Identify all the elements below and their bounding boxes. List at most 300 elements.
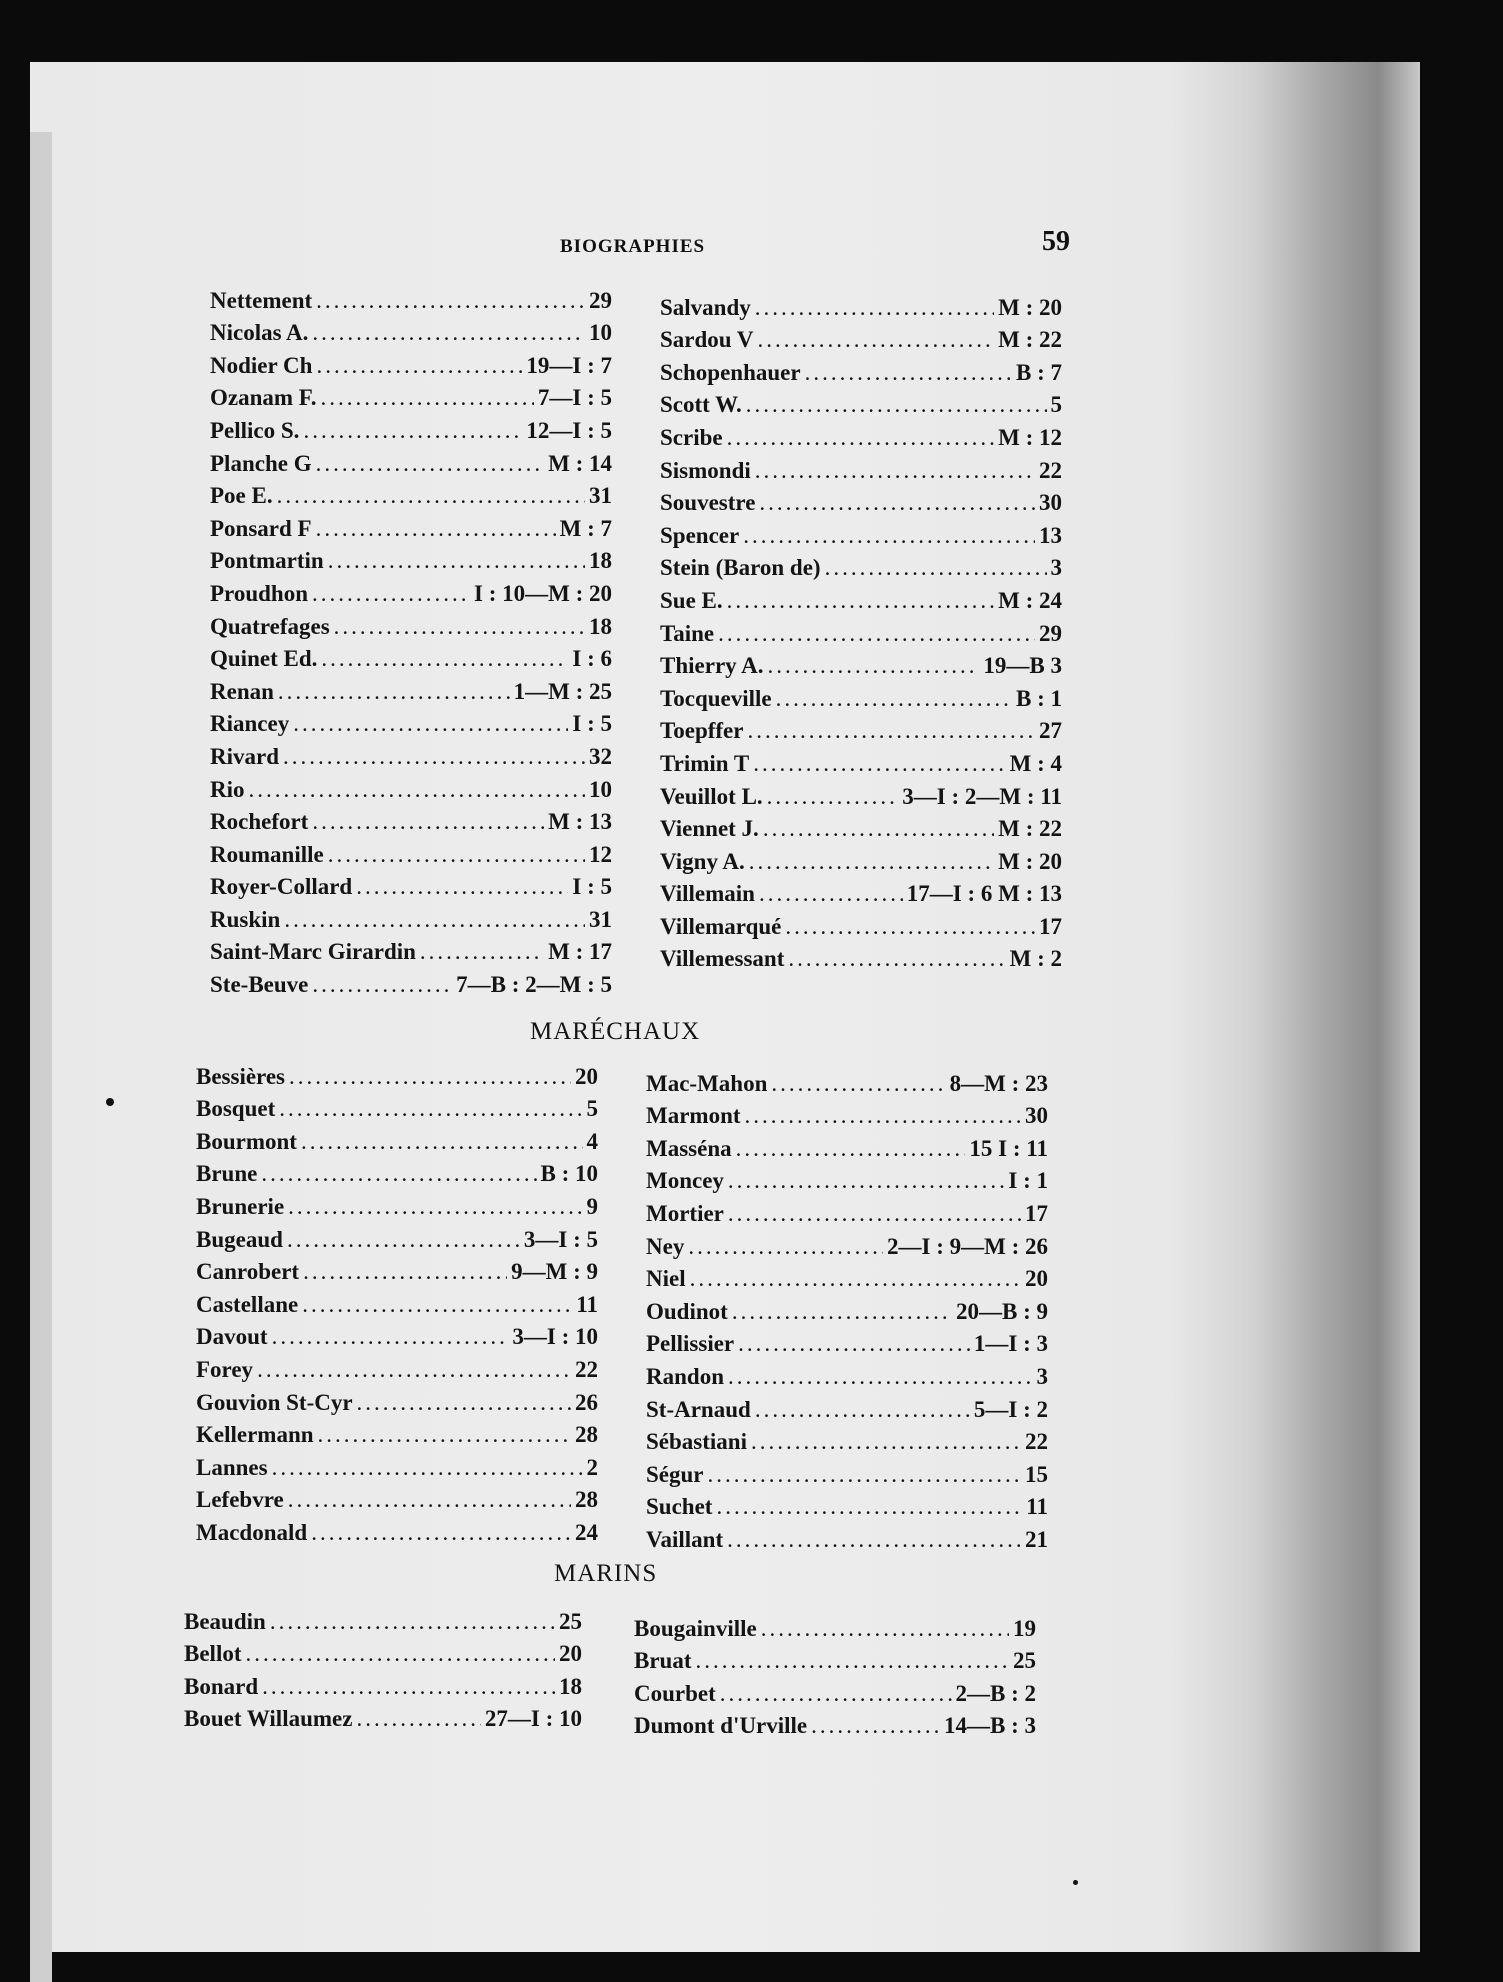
entry-name: Courbet (634, 1680, 716, 1706)
leader-dots (328, 842, 585, 868)
index-entry (646, 1325, 1048, 1358)
leader-dots (688, 1234, 883, 1260)
entry-name: Nettement (210, 287, 313, 313)
entry-name: Bourmont (196, 1128, 297, 1154)
entry-reference: 30 (1025, 1103, 1048, 1129)
entry-reference: 11 (576, 1291, 598, 1317)
index-entry (196, 1350, 598, 1383)
entry-reference: 25 (559, 1608, 582, 1634)
leader-dots (303, 1259, 507, 1285)
entry-name: Rivard (210, 743, 279, 769)
entry-reference: 2 (586, 1454, 598, 1480)
entry-name: Macdonald (196, 1519, 308, 1545)
leader-dots (755, 458, 1035, 484)
entry-name: Bouet Willaumez (184, 1706, 353, 1732)
entry-reference: 3—I : 10 (512, 1324, 598, 1350)
index-entry (210, 737, 612, 770)
entry-reference: 19—B 3 (983, 653, 1062, 679)
index-entry (196, 1057, 598, 1090)
index-entry (634, 1642, 1036, 1675)
entry-reference: 15 I : 11 (969, 1135, 1048, 1161)
entry-reference: 8—M : 23 (949, 1070, 1048, 1096)
entry-name: Bougainville (634, 1615, 757, 1641)
index-entry (210, 314, 612, 347)
entry-reference: 32 (589, 743, 612, 769)
entry-name: Viennet J. (660, 816, 759, 842)
leader-dots (334, 614, 585, 640)
index-entry (660, 321, 1062, 354)
section-heading-marechaux: MARÉCHAUX (530, 1018, 701, 1045)
index-entry (210, 379, 612, 412)
index-entry (660, 842, 1062, 875)
entry-name: Ruskin (210, 906, 281, 932)
index-entry (660, 353, 1062, 386)
page-number: 59 (1042, 226, 1070, 257)
entry-name: Canrobert (196, 1259, 300, 1285)
leader-dots (708, 1462, 1022, 1488)
index-entry (646, 1129, 1048, 1162)
leader-dots (302, 1292, 572, 1318)
leader-dots (736, 1136, 966, 1162)
leader-dots (312, 972, 452, 998)
leader-dots (728, 1201, 1021, 1227)
entry-reference: 3 (1036, 1363, 1048, 1389)
entry-reference: 2—B : 2 (955, 1680, 1036, 1706)
leader-dots (727, 425, 995, 451)
ink-speck (106, 1098, 114, 1106)
index-entry (210, 477, 612, 510)
entry-reference: 15 (1025, 1461, 1048, 1487)
entry-reference: M : 12 (998, 424, 1062, 450)
leader-dots (751, 1429, 1021, 1455)
ink-speck (1073, 1880, 1078, 1885)
entry-name: Ozanam F. (210, 385, 317, 411)
entry-reference: 27 (1039, 718, 1062, 744)
index-entry (196, 1383, 598, 1416)
entry-reference: 17—I : 6 M : 13 (906, 881, 1062, 907)
index-entry (660, 581, 1062, 614)
leader-dots (763, 816, 994, 842)
index-entry (660, 647, 1062, 680)
entry-reference: 7—I : 5 (537, 385, 612, 411)
leader-dots (759, 490, 1035, 516)
leader-dots (277, 483, 585, 509)
entry-name: Proudhon (210, 580, 309, 606)
entry-reference: 20 (559, 1641, 582, 1667)
index-entry (660, 777, 1062, 810)
leader-dots (316, 353, 522, 379)
entry-name: Marmont (646, 1103, 741, 1129)
entry-name: Dumont d'Urville (634, 1713, 808, 1739)
entry-reference: 20—B : 9 (956, 1298, 1048, 1324)
index-entry (646, 1488, 1048, 1521)
entry-reference: I : 10—M : 20 (474, 580, 612, 606)
leader-dots (749, 849, 994, 875)
leader-dots (727, 1527, 1021, 1553)
leader-dots (312, 809, 544, 835)
leader-dots (825, 555, 1047, 581)
index-entry (646, 1064, 1048, 1097)
entry-reference: 18 (559, 1673, 582, 1699)
entry-reference: M : 20 (998, 848, 1062, 874)
entry-reference: 22 (1039, 457, 1062, 483)
entry-name: Quinet Ed. (210, 646, 318, 672)
leader-dots (316, 516, 556, 542)
entry-reference: B : 10 (540, 1161, 598, 1187)
index-entry (210, 281, 612, 314)
leader-dots (356, 874, 568, 900)
index-entry (634, 1674, 1036, 1707)
entry-name: Saint-Marc Girardin (210, 939, 416, 965)
leader-dots (755, 295, 994, 321)
index-entry (660, 288, 1062, 321)
entry-name: Stein (Baron de) (660, 555, 821, 581)
entry-name: Forey (196, 1356, 254, 1382)
leader-dots (785, 914, 1035, 940)
entry-name: Villemain (660, 881, 755, 907)
index-entry (196, 1253, 598, 1286)
entry-name: Pellico S. (210, 417, 300, 443)
entry-name: Mac-Mahon (646, 1070, 768, 1096)
entry-name: Bonard (184, 1673, 259, 1699)
leader-dots (246, 1641, 556, 1667)
entry-name: Pellissier (646, 1331, 735, 1357)
entry-name: Niel (646, 1266, 686, 1292)
leader-dots (289, 1064, 571, 1090)
entry-reference: 17 (1039, 913, 1062, 939)
leader-dots (321, 646, 568, 672)
entry-name: Bessières (196, 1063, 286, 1089)
index-entry (196, 1513, 598, 1546)
index-entry (660, 712, 1062, 745)
entry-name: Quatrefages (210, 613, 330, 639)
leader-dots (262, 1674, 555, 1700)
entry-name: St-Arnaud (646, 1396, 751, 1422)
index-entry (660, 810, 1062, 843)
index-entry (210, 542, 612, 575)
entry-reference: 24 (575, 1519, 598, 1545)
index-entry (210, 900, 612, 933)
index-entry (210, 574, 612, 607)
entry-name: Poe E. (210, 483, 273, 509)
entry-name: Sismondi (660, 457, 751, 483)
entry-name: Thierry A. (660, 653, 764, 679)
entry-reference: M : 7 (559, 515, 612, 541)
leader-dots (301, 1129, 583, 1155)
entry-name: Vigny A. (660, 848, 745, 874)
entry-name: Mortier (646, 1200, 724, 1226)
entry-reference: 29 (1039, 620, 1062, 646)
index-entry (210, 965, 612, 998)
index-entry (660, 516, 1062, 549)
page-header (560, 226, 1080, 272)
index-entry (660, 451, 1062, 484)
leader-dots (758, 327, 995, 353)
entry-name: Souvestre (660, 490, 756, 516)
entry-reference: 12—I : 5 (526, 417, 612, 443)
index-entry (646, 1390, 1048, 1423)
index-entry (646, 1097, 1048, 1130)
index-entry (660, 614, 1062, 647)
index-entry (184, 1602, 582, 1635)
entry-name: Tocqueville (660, 685, 772, 711)
index-entry (210, 705, 612, 738)
index-entry (196, 1318, 598, 1351)
entry-name: Ney (646, 1233, 685, 1259)
leader-dots (420, 939, 544, 965)
index-entry (646, 1194, 1048, 1227)
index-entry (210, 607, 612, 640)
entry-name: Kellermann (196, 1422, 314, 1448)
leader-dots (716, 1494, 1022, 1520)
index-entry (196, 1155, 598, 1188)
entry-reference: M : 22 (998, 816, 1062, 842)
leader-dots (768, 653, 980, 679)
entry-reference: 29 (589, 287, 612, 313)
index-entry (660, 744, 1062, 777)
entry-name: Davout (196, 1324, 268, 1350)
entry-reference: 18 (589, 613, 612, 639)
index-entry (210, 803, 612, 836)
entry-name: Moncey (646, 1168, 724, 1194)
index-entry (646, 1260, 1048, 1293)
index-entry (210, 835, 612, 868)
entry-name: Ponsard F (210, 515, 312, 541)
entry-name: Lefebvre (196, 1487, 284, 1513)
leader-dots (357, 1390, 571, 1416)
entry-reference: 31 (589, 906, 612, 932)
leader-dots (767, 784, 899, 810)
entry-name: Brunerie (196, 1193, 285, 1219)
entry-reference: 20 (575, 1063, 598, 1089)
leader-dots (771, 1071, 945, 1097)
index-entry (210, 411, 612, 444)
index-entry (646, 1357, 1048, 1390)
entry-reference: 30 (1039, 490, 1062, 516)
entry-name: Sue E. (660, 587, 723, 613)
leader-dots (746, 392, 1047, 418)
leader-dots (747, 718, 1035, 744)
leader-dots (288, 1487, 571, 1513)
entry-reference: 9 (586, 1193, 598, 1219)
leader-dots (755, 1397, 970, 1423)
entry-reference: 28 (575, 1487, 598, 1513)
entry-reference: M : 24 (998, 587, 1062, 613)
leader-dots (328, 548, 585, 574)
leader-dots (727, 588, 994, 614)
index-entry (210, 933, 612, 966)
entry-reference: 18 (589, 548, 612, 574)
entry-reference: 21 (1025, 1526, 1048, 1552)
index-entry (196, 1220, 598, 1253)
entry-name: Sardou V (660, 327, 754, 353)
leader-dots (287, 1227, 520, 1253)
entry-name: Masséna (646, 1135, 732, 1161)
leader-dots (720, 1681, 952, 1707)
leader-dots (745, 1103, 1021, 1129)
leader-dots (811, 1713, 940, 1739)
leader-dots (293, 711, 568, 737)
leader-dots (728, 1364, 1033, 1390)
entry-reference: 5—I : 2 (973, 1396, 1048, 1422)
leader-dots (272, 1324, 509, 1350)
entry-name: Sébastiani (646, 1429, 747, 1455)
index-entry (210, 346, 612, 379)
leader-dots (356, 1706, 480, 1732)
entry-name: Vaillant (646, 1526, 724, 1552)
leader-dots (718, 621, 1035, 647)
entry-reference: 26 (575, 1389, 598, 1415)
entry-reference: 19—I : 7 (526, 352, 612, 378)
leader-dots (288, 1194, 582, 1220)
index-entry (634, 1609, 1036, 1642)
entry-name: Oudinot (646, 1298, 728, 1324)
entry-name: Randon (646, 1363, 724, 1389)
index-entry (660, 386, 1062, 419)
leader-dots (738, 1331, 970, 1357)
entry-reference: 14—B : 3 (944, 1713, 1036, 1739)
leader-dots (318, 1422, 571, 1448)
leader-dots (776, 686, 1012, 712)
entry-name: Castellane (196, 1291, 299, 1317)
entry-name: Beaudin (184, 1608, 266, 1634)
leader-dots (316, 451, 545, 477)
entry-reference: 13 (1039, 522, 1062, 548)
leader-dots (312, 581, 470, 607)
index-entry (184, 1635, 582, 1668)
leader-dots (321, 385, 534, 411)
entry-reference: 19 (1013, 1615, 1036, 1641)
leader-dots (261, 1161, 536, 1187)
entry-reference: 1—M : 25 (513, 678, 612, 704)
index-entry (210, 444, 612, 477)
entry-reference: M : 20 (998, 294, 1062, 320)
entry-name: Pontmartin (210, 548, 324, 574)
entry-reference: 5 (586, 1096, 598, 1122)
section-heading-marins: MARINS (554, 1560, 658, 1587)
entry-name: Riancey (210, 711, 290, 737)
entry-reference: 7—B : 2—M : 5 (456, 972, 612, 998)
entry-reference: 1—I : 3 (973, 1331, 1048, 1357)
index-entry (210, 868, 612, 901)
entry-name: Scribe (660, 424, 723, 450)
entry-name: Ste-Beuve (210, 972, 309, 998)
leader-dots (805, 360, 1012, 386)
leader-dots (303, 418, 522, 444)
index-entry (210, 672, 612, 705)
entry-reference: M : 14 (548, 450, 612, 476)
marechaux-right-column (646, 1064, 1048, 1553)
entry-reference: B : 1 (1016, 685, 1062, 711)
biographies-right-column (660, 288, 1062, 972)
entry-reference: B : 7 (1016, 359, 1062, 385)
entry-name: Planche G (210, 450, 312, 476)
entry-reference: 20 (1025, 1266, 1048, 1292)
leader-dots (753, 751, 1005, 777)
leader-dots (743, 523, 1035, 549)
index-entry (646, 1162, 1048, 1195)
entry-name: Renan (210, 678, 274, 704)
leader-dots (279, 1096, 582, 1122)
entry-reference: M : 17 (548, 939, 612, 965)
index-entry (646, 1455, 1048, 1488)
index-entry (660, 418, 1062, 451)
entry-name: Suchet (646, 1494, 713, 1520)
leader-dots (284, 907, 585, 933)
entry-reference: 10 (589, 320, 612, 346)
entry-reference: I : 5 (572, 874, 612, 900)
entry-reference: M : 4 (1009, 750, 1062, 776)
entry-name: Bellot (184, 1641, 242, 1667)
entry-reference: I : 1 (1008, 1168, 1048, 1194)
index-entry (196, 1090, 598, 1123)
entry-reference: 5 (1050, 392, 1062, 418)
entry-name: Nodier Ch (210, 352, 313, 378)
leader-dots (788, 946, 1005, 972)
entry-name: Salvandy (660, 294, 751, 320)
leader-dots (761, 1616, 1009, 1642)
entry-name: Taine (660, 620, 715, 646)
index-entry (660, 484, 1062, 517)
leader-dots (278, 679, 510, 705)
leader-dots (690, 1266, 1021, 1292)
entry-name: Bosquet (196, 1096, 276, 1122)
entry-name: Villemessant (660, 946, 785, 972)
biographies-left-column (210, 281, 612, 998)
entry-reference: 4 (586, 1128, 598, 1154)
entry-reference: 22 (1025, 1429, 1048, 1455)
entry-reference: I : 6 (572, 646, 612, 672)
leader-dots (311, 1520, 571, 1546)
entry-reference: 3—I : 2—M : 11 (902, 783, 1062, 809)
entry-reference: 10 (589, 776, 612, 802)
entry-reference: 31 (589, 483, 612, 509)
entry-name: Roumanille (210, 841, 324, 867)
entry-reference: M : 13 (548, 809, 612, 835)
index-entry (196, 1448, 598, 1481)
leader-dots (270, 1609, 555, 1635)
index-entry (210, 509, 612, 542)
entry-name: Spencer (660, 522, 740, 548)
index-entry (660, 549, 1062, 582)
index-entry (184, 1700, 582, 1733)
marechaux-left-column (196, 1057, 598, 1546)
leader-dots (732, 1299, 952, 1325)
entry-name: Schopenhauer (660, 359, 801, 385)
leader-dots (728, 1168, 1004, 1194)
index-entry (634, 1707, 1036, 1740)
leader-dots (257, 1357, 571, 1383)
entry-name: Rio (210, 776, 245, 802)
entry-name: Royer-Collard (210, 874, 353, 900)
leader-dots (272, 1455, 583, 1481)
entry-reference: M : 2 (1009, 946, 1062, 972)
index-entry (210, 640, 612, 673)
entry-reference: 27—I : 10 (484, 1706, 582, 1732)
leader-dots (249, 777, 586, 803)
index-entry (196, 1187, 598, 1220)
entry-reference: 22 (575, 1356, 598, 1382)
entry-reference: 9—M : 9 (511, 1259, 598, 1285)
entry-name: Trimin T (660, 750, 750, 776)
entry-name: Gouvion St-Cyr (196, 1389, 353, 1415)
leader-dots (283, 744, 585, 770)
entry-name: Ségur (646, 1461, 704, 1487)
entry-reference: 28 (575, 1422, 598, 1448)
entry-name: Lannes (196, 1454, 268, 1480)
index-entry (196, 1122, 598, 1155)
facing-page-edge (30, 132, 52, 1982)
